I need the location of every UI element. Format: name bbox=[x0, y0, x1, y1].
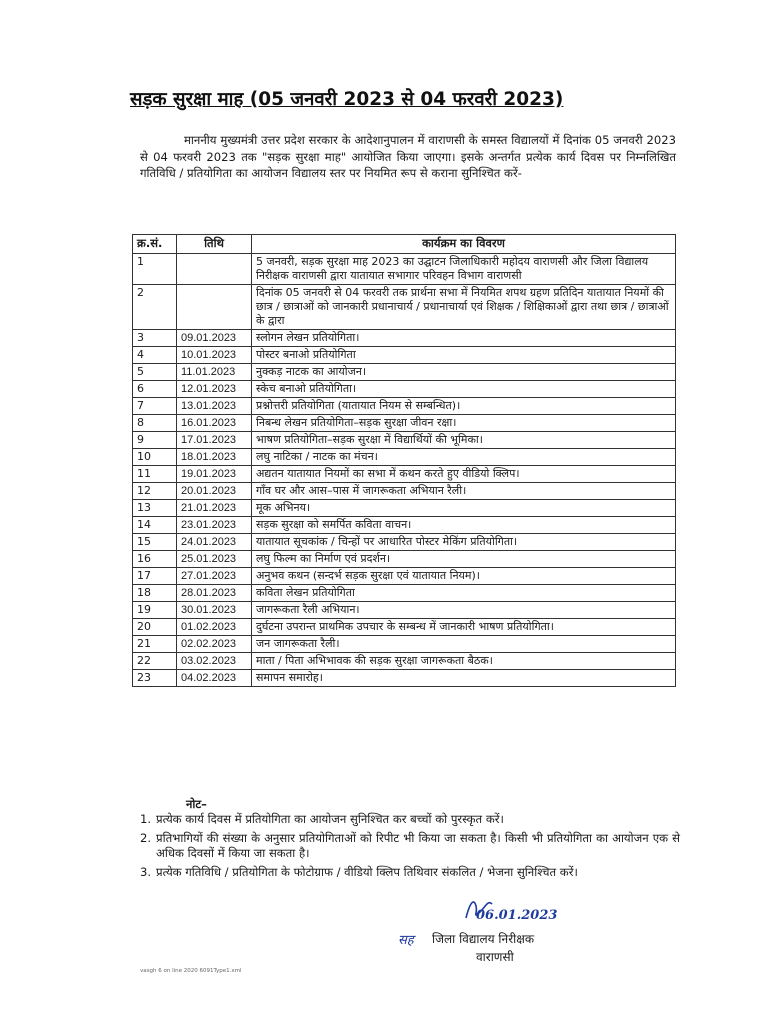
cell-serial: 5 bbox=[133, 364, 177, 381]
cell-date: 18.01.2023 bbox=[177, 449, 252, 466]
cell-description: लघु नाटिका / नाटक का मंचन। bbox=[252, 449, 676, 466]
cell-date bbox=[177, 254, 252, 285]
signatory-designation: जिला विद्यालय निरीक्षक bbox=[432, 932, 535, 946]
notes-list bbox=[140, 812, 680, 883]
header-serial: क्र.सं. bbox=[133, 235, 177, 254]
cell-description: 5 जनवरी, सड़क सुरक्षा माह 2023 का उद्घाटन जिलाधिकारी महोदय वाराणसी और जिला विद्यालय निरीक्षक वाराणसी द्वारा यातायात सभागार परिवहन विभाग वाराणसी bbox=[252, 254, 676, 285]
document-title: सड़क सुरक्षा माह (05 जनवरी 2023 से 04 फरवरी 2023) bbox=[130, 89, 564, 110]
cell-serial: 8 bbox=[133, 415, 177, 432]
signatory-place: वाराणसी bbox=[476, 950, 514, 964]
table-row bbox=[133, 483, 676, 500]
table-row bbox=[133, 381, 676, 398]
cell-description: गाँव घर और आस–पास में जागरूकता अभियान रैली। bbox=[252, 483, 676, 500]
signature-initials: सह bbox=[398, 933, 414, 948]
cell-description: माता / पिता अभिभावक की सड़क सुरक्षा जागरूकता बैठक। bbox=[252, 653, 676, 670]
cell-date: 25.01.2023 bbox=[177, 551, 252, 568]
cell-date: 03.02.2023 bbox=[177, 653, 252, 670]
cell-date: 16.01.2023 bbox=[177, 415, 252, 432]
cell-serial: 4 bbox=[133, 347, 177, 364]
table-row bbox=[133, 254, 676, 285]
table-row bbox=[133, 330, 676, 347]
table-row bbox=[133, 619, 676, 636]
cell-description: यातायात सूचकांक / चिन्हों पर आधारित पोस्टर मेकिंग प्रतियोगिता। bbox=[252, 534, 676, 551]
table-row bbox=[133, 670, 676, 687]
note-number: 1. bbox=[140, 812, 152, 826]
cell-serial: 6 bbox=[133, 381, 177, 398]
table-row bbox=[133, 568, 676, 585]
cell-serial: 12 bbox=[133, 483, 177, 500]
note-text: प्रत्येक गतिविधि / प्रतियोगिता के फोटोग्राफ / वीडियो क्लिप तिथिवार संकलित / भेजना सुनिश्चित करें। bbox=[156, 864, 578, 879]
table-row bbox=[133, 398, 676, 415]
schedule-table bbox=[132, 234, 676, 687]
cell-date: 24.01.2023 bbox=[177, 534, 252, 551]
table-row bbox=[133, 449, 676, 466]
note-item bbox=[140, 812, 680, 828]
table-row bbox=[133, 500, 676, 517]
cell-description: प्रश्नोत्तरी प्रतियोगिता (यातायात नियम से सम्बन्धित)। bbox=[252, 398, 676, 415]
schedule-body bbox=[133, 254, 676, 687]
cell-description: जागरूकता रैली अभियान। bbox=[252, 602, 676, 619]
cell-serial: 11 bbox=[133, 466, 177, 483]
cell-description: नुक्कड़ नाटक का आयोजन। bbox=[252, 364, 676, 381]
note-item bbox=[140, 865, 680, 881]
table-row bbox=[133, 517, 676, 534]
cell-description: समापन समारोह। bbox=[252, 670, 676, 687]
cell-serial: 7 bbox=[133, 398, 177, 415]
cell-description: पोस्टर बनाओ प्रतियोगिता bbox=[252, 347, 676, 364]
cell-serial: 22 bbox=[133, 653, 177, 670]
cell-serial: 15 bbox=[133, 534, 177, 551]
table-row bbox=[133, 364, 676, 381]
cell-date: 19.01.2023 bbox=[177, 466, 252, 483]
table-row bbox=[133, 432, 676, 449]
table-row bbox=[133, 653, 676, 670]
cell-description: सड़क सुरक्षा को समर्पित कविता वाचन। bbox=[252, 517, 676, 534]
cell-description: मूक अभिनय। bbox=[252, 500, 676, 517]
table-row bbox=[133, 347, 676, 364]
cell-date: 17.01.2023 bbox=[177, 432, 252, 449]
cell-date: 21.01.2023 bbox=[177, 500, 252, 517]
cell-serial: 14 bbox=[133, 517, 177, 534]
cell-date: 04.02.2023 bbox=[177, 670, 252, 687]
cell-serial: 20 bbox=[133, 619, 177, 636]
cell-description: भाषण प्रतियोगिता–सड़क सुरक्षा में विद्यार्थियों की भूमिका। bbox=[252, 432, 676, 449]
cell-serial: 10 bbox=[133, 449, 177, 466]
cell-serial: 1 bbox=[133, 254, 177, 285]
cell-serial: 19 bbox=[133, 602, 177, 619]
cell-description: स्लोगन लेखन प्रतियोगिता। bbox=[252, 330, 676, 347]
cell-date: 02.02.2023 bbox=[177, 636, 252, 653]
table-header-row bbox=[133, 235, 676, 254]
cell-date: 10.01.2023 bbox=[177, 347, 252, 364]
cell-date: 13.01.2023 bbox=[177, 398, 252, 415]
cell-date: 30.01.2023 bbox=[177, 602, 252, 619]
cell-date: 20.01.2023 bbox=[177, 483, 252, 500]
header-description: कार्यक्रम का विवरण bbox=[252, 235, 676, 254]
table-row bbox=[133, 585, 676, 602]
cell-date bbox=[177, 285, 252, 330]
cell-serial: 16 bbox=[133, 551, 177, 568]
cell-description: अनुभव कथन (सन्दर्भ सड़क सुरक्षा एवं यातायात नियम)। bbox=[252, 568, 676, 585]
cell-date: 12.01.2023 bbox=[177, 381, 252, 398]
note-text: प्रतिभागियों की संख्या के अनुसार प्रतियोगिताओं को रिपीट भी किया जा सकता है। किसी भी प्रतियोगिता का आयोजन एक से अधिक दिवसों में किया जा सकता है। bbox=[156, 830, 680, 860]
cell-description: जन जागरूकता रैली। bbox=[252, 636, 676, 653]
cell-serial: 3 bbox=[133, 330, 177, 347]
cell-description: लघु फिल्म का निर्माण एवं प्रदर्शन। bbox=[252, 551, 676, 568]
cell-description: कविता लेखन प्रतियोगिता bbox=[252, 585, 676, 602]
cell-description: निबन्ध लेखन प्रतियोगिता–सड़क सुरक्षा जीवन रक्षा। bbox=[252, 415, 676, 432]
signature-date: 06.01.2023 bbox=[476, 908, 558, 923]
note-number: 3. bbox=[140, 864, 152, 879]
cell-date: 27.01.2023 bbox=[177, 568, 252, 585]
table-row bbox=[133, 415, 676, 432]
header-date: तिथि bbox=[177, 235, 252, 254]
cell-serial: 17 bbox=[133, 568, 177, 585]
cell-serial: 21 bbox=[133, 636, 177, 653]
table-row bbox=[133, 602, 676, 619]
table-row bbox=[133, 534, 676, 551]
cell-date: 11.01.2023 bbox=[177, 364, 252, 381]
note-item bbox=[140, 831, 680, 862]
note-number: 2. bbox=[140, 830, 152, 845]
cell-description: स्केच बनाओ प्रतियोगिता। bbox=[252, 381, 676, 398]
cell-description: दिनांक 05 जनवरी से 04 फरवरी तक प्रार्थना सभा में नियमित शपथ ग्रहण प्रतिदिन यातायात नियमों की छात्र / छात्राओं को जानकारी प्रधानाचार्य / प्रधानाचार्या एवं शिक्षक / शिक्षिकाओं द्वारा तथा छात्र / छात्राओं के द्वारा bbox=[252, 285, 676, 330]
table-row bbox=[133, 636, 676, 653]
cell-date: 28.01.2023 bbox=[177, 585, 252, 602]
table-row bbox=[133, 551, 676, 568]
notes-heading: नोट– bbox=[186, 797, 207, 811]
cell-date: 09.01.2023 bbox=[177, 330, 252, 347]
cell-date: 01.02.2023 bbox=[177, 619, 252, 636]
intro-paragraph: माननीय मुख्यमंत्री उत्तर प्रदेश सरकार के आदेशानुपालन में वाराणसी के समस्त विद्यालयों में दिनांक 05 जनवरी 2023 से 04 फरवरी 2023 तक "सड़क सुरक्षा माह" आयोजित किया जाएगा। इसके अन्तर्गत प्रत्येक कार्य दिवस पर निम्नलिखित गतिविधि / प्रतियोगिता का आयोजन विद्यालय स्तर पर नियमित रूप से कराना सुनिश्चित करें- bbox=[140, 133, 676, 181]
cell-date: 23.01.2023 bbox=[177, 517, 252, 534]
cell-description: अद्यतन यातायात नियमों का सभा में कथन करते हुए वीडियो क्लिप। bbox=[252, 466, 676, 483]
table-row bbox=[133, 285, 676, 330]
cell-description: दुर्घटना उपरान्त प्राथमिक उपचार के सम्बन्ध में जानकारी भाषण प्रतियोगिता। bbox=[252, 619, 676, 636]
footer-reference: vasgh 6 on line 2020 6091Type1.xml bbox=[140, 968, 242, 974]
table-row bbox=[133, 466, 676, 483]
cell-serial: 13 bbox=[133, 500, 177, 517]
cell-serial: 2 bbox=[133, 285, 177, 330]
cell-serial: 18 bbox=[133, 585, 177, 602]
cell-serial: 9 bbox=[133, 432, 177, 449]
note-text: प्रत्येक कार्य दिवस में प्रतियोगिता का आयोजन सुनिश्चित कर बच्चों को पुरस्कृत करें। bbox=[156, 812, 504, 826]
cell-serial: 23 bbox=[133, 670, 177, 687]
